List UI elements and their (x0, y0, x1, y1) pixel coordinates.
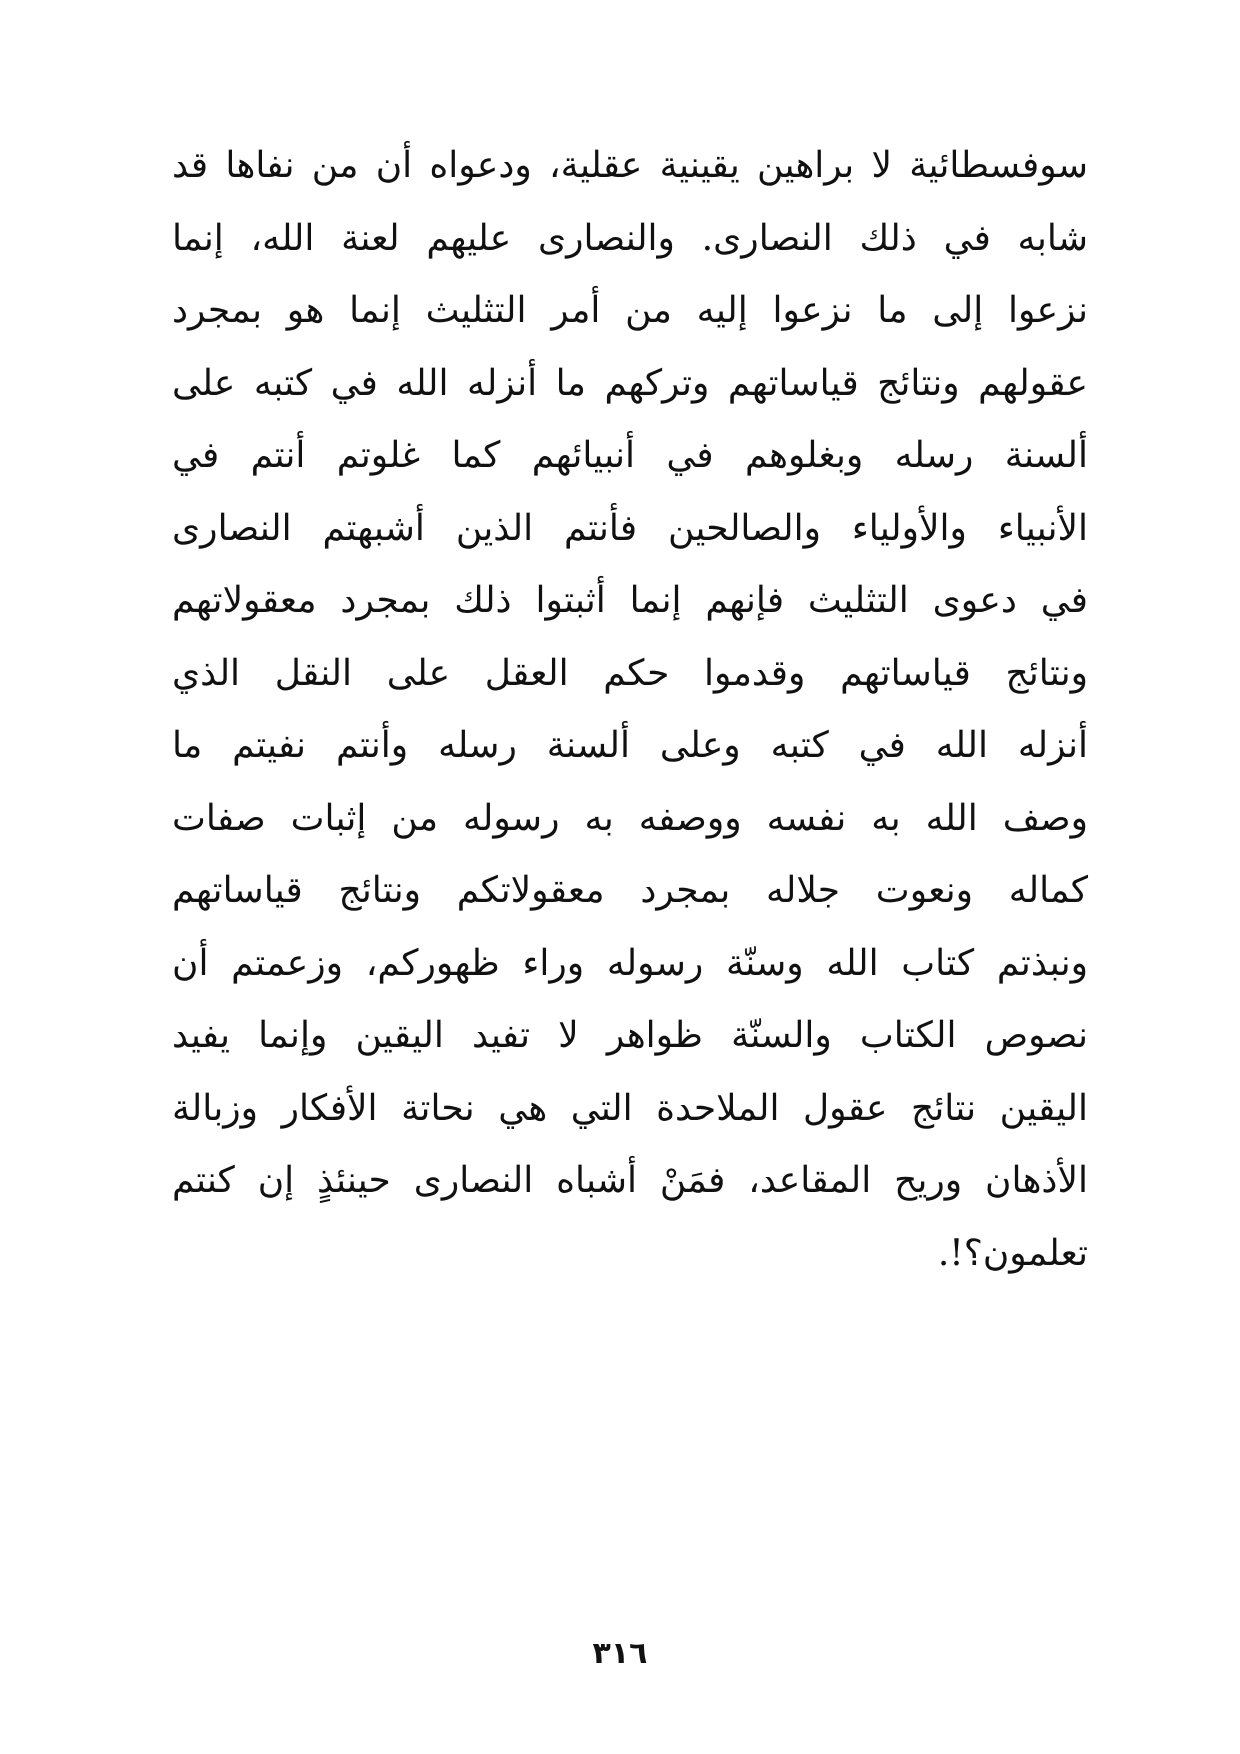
text-line: شابه في ذلك النصارى. والنصارى عليهم لعنة الله، إنما (172, 217, 1088, 259)
text-line: الأنبياء والأولياء والصالحين فأنتم الذين أشبهتم النصارى (172, 507, 1088, 549)
text-line: كماله ونعوت جلاله بمجرد معقولاتكم ونتائج قياساتهم (172, 870, 1088, 911)
text-line: نصوص الكتاب والسنّة ظواهر لا تفيد اليقين وإنما يفيد (172, 1015, 1088, 1056)
text-line: ألسنة رسله وبغلوهم في أنبيائهم كما غلوتم أنتم في (172, 435, 1088, 476)
text-line: عقولهم ونتائج قياساتهم وتركهم ما أنزله الله في كتبه على (172, 362, 1088, 404)
text-line: ونتائج قياساتهم وقدموا حكم العقل على النقل الذي (172, 652, 1088, 694)
text-line: ونبذتم كتاب الله وسنّة رسوله وراء ظهوركم، وزعمتم أن (172, 942, 1088, 984)
text-line: نزعوا إلى ما نزعوا إليه من أمر التثليث إنما هو بمجرد (172, 290, 1088, 331)
text-line-last: تعلمون؟!. (937, 1232, 1088, 1274)
body-text (172, 130, 1088, 1290)
page-number: ٣١٦ (592, 1636, 648, 1671)
text-line: وصف الله به نفسه ووصفه به رسوله من إثبات صفات (172, 797, 1088, 839)
text-line: اليقين نتائج عقول الملاحدة التي هي نحاتة الأفكار وزبالة (172, 1087, 1088, 1129)
text-line: الأذهان وريح المقاعد، فمَنْ أشباه النصارى حينئذٍ إن كنتم (172, 1160, 1088, 1201)
text-line: أنزله الله في كتبه وعلى ألسنة رسله وأنتم نفيتم ما (172, 725, 1088, 766)
text-line: في دعوى التثليث فإنهم إنما أثبتوا ذلك بمجرد معقولاتهم (172, 580, 1088, 621)
text-line: سوفسطائية لا براهين يقينية عقلية، ودعواه أن من نفاها قد (172, 145, 1088, 186)
